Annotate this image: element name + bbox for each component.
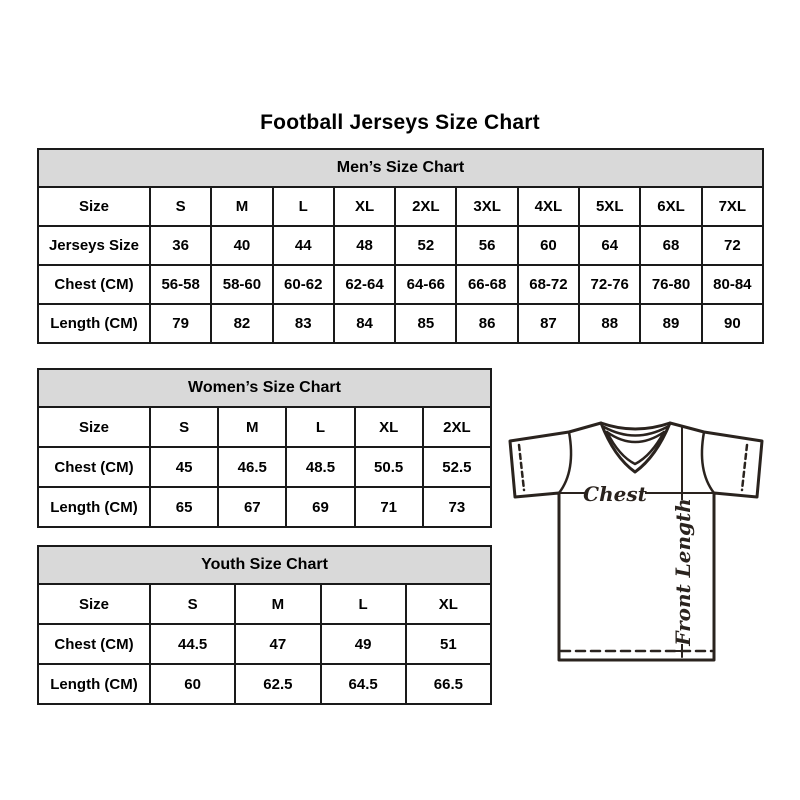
value-cell: 64-66	[395, 265, 456, 304]
value-cell: 60	[150, 664, 235, 704]
value-cell: M	[218, 407, 286, 447]
mens-size-table	[37, 148, 764, 344]
value-cell: 68	[640, 226, 701, 265]
value-cell: XL	[334, 187, 395, 226]
jersey-right-cuff-stitch	[742, 445, 747, 490]
value-cell: 66.5	[406, 664, 491, 704]
value-cell: 72-76	[579, 265, 640, 304]
front-length-label-group	[671, 498, 695, 647]
value-cell: 51	[406, 624, 491, 664]
table-row	[38, 584, 491, 624]
womens-size-table	[37, 368, 492, 528]
jersey-right-armhole-seam	[702, 432, 714, 493]
row-header-cell: Size	[38, 187, 150, 226]
value-cell: 48	[334, 226, 395, 265]
value-cell: 56-58	[150, 265, 211, 304]
jersey-outline	[510, 423, 762, 660]
value-cell: 52.5	[423, 447, 491, 487]
value-cell: 64	[579, 226, 640, 265]
value-cell: 87	[518, 304, 579, 343]
value-cell: 45	[150, 447, 218, 487]
jersey-diagram	[498, 414, 768, 668]
value-cell: 62.5	[235, 664, 320, 704]
value-cell: 89	[640, 304, 701, 343]
value-cell: L	[321, 584, 406, 624]
table-row	[38, 407, 491, 447]
value-cell: 86	[456, 304, 517, 343]
value-cell: 68-72	[518, 265, 579, 304]
womens-table-title: Women’s Size Chart	[37, 368, 492, 408]
youth-table-grid	[37, 583, 492, 705]
front-length-label: Front Length	[671, 498, 695, 646]
value-cell: 67	[218, 487, 286, 527]
value-cell: 79	[150, 304, 211, 343]
table-row	[38, 265, 763, 304]
row-header-cell: Chest (CM)	[38, 447, 150, 487]
value-cell: 2XL	[423, 407, 491, 447]
value-cell: 3XL	[456, 187, 517, 226]
womens-table-grid	[37, 406, 492, 528]
table-row	[38, 624, 491, 664]
value-cell: 69	[286, 487, 354, 527]
row-header-cell: Length (CM)	[38, 304, 150, 343]
value-cell: 64.5	[321, 664, 406, 704]
value-cell: 83	[273, 304, 334, 343]
row-header-cell: Jerseys Size	[38, 226, 150, 265]
value-cell: 44.5	[150, 624, 235, 664]
value-cell: XL	[406, 584, 491, 624]
page-title: Football Jerseys Size Chart	[260, 111, 540, 135]
value-cell: 73	[423, 487, 491, 527]
row-header-cell: Length (CM)	[38, 487, 150, 527]
jersey-collar-band-arc	[607, 432, 664, 442]
value-cell: 80-84	[702, 265, 763, 304]
value-cell: 76-80	[640, 265, 701, 304]
value-cell: XL	[355, 407, 423, 447]
value-cell: 72	[702, 226, 763, 265]
value-cell: 44	[273, 226, 334, 265]
value-cell: 4XL	[518, 187, 579, 226]
jersey-left-cuff-stitch	[519, 445, 524, 490]
value-cell: M	[211, 187, 272, 226]
row-header-cell: Chest (CM)	[38, 624, 150, 664]
value-cell: 66-68	[456, 265, 517, 304]
value-cell: 48.5	[286, 447, 354, 487]
value-cell: 84	[334, 304, 395, 343]
value-cell: 85	[395, 304, 456, 343]
table-row	[38, 447, 491, 487]
mens-table-grid	[37, 186, 764, 344]
jersey-left-armhole-seam	[559, 432, 571, 493]
value-cell: 58-60	[211, 265, 272, 304]
value-cell: 62-64	[334, 265, 395, 304]
value-cell: 52	[395, 226, 456, 265]
value-cell: 90	[702, 304, 763, 343]
chest-label: Chest	[583, 482, 647, 506]
mens-table-title: Men’s Size Chart	[37, 148, 764, 188]
table-row	[38, 226, 763, 265]
youth-size-table	[37, 545, 492, 705]
value-cell: 50.5	[355, 447, 423, 487]
value-cell: 88	[579, 304, 640, 343]
value-cell: 6XL	[640, 187, 701, 226]
value-cell: 82	[211, 304, 272, 343]
value-cell: M	[235, 584, 320, 624]
value-cell: 49	[321, 624, 406, 664]
value-cell: 46.5	[218, 447, 286, 487]
value-cell: 7XL	[702, 187, 763, 226]
value-cell: 60-62	[273, 265, 334, 304]
value-cell: L	[286, 407, 354, 447]
row-header-cell: Size	[38, 407, 150, 447]
row-header-cell: Length (CM)	[38, 664, 150, 704]
table-row	[38, 487, 491, 527]
value-cell: 71	[355, 487, 423, 527]
youth-table-title: Youth Size Chart	[37, 545, 492, 585]
value-cell: L	[273, 187, 334, 226]
table-row	[38, 187, 763, 226]
value-cell: 36	[150, 226, 211, 265]
value-cell: 2XL	[395, 187, 456, 226]
table-row	[38, 664, 491, 704]
value-cell: 56	[456, 226, 517, 265]
row-header-cell: Size	[38, 584, 150, 624]
value-cell: 65	[150, 487, 218, 527]
value-cell: S	[150, 407, 218, 447]
row-header-cell: Chest (CM)	[38, 265, 150, 304]
value-cell: 40	[211, 226, 272, 265]
value-cell: S	[150, 187, 211, 226]
value-cell: 5XL	[579, 187, 640, 226]
value-cell: S	[150, 584, 235, 624]
value-cell: 60	[518, 226, 579, 265]
table-row	[38, 304, 763, 343]
value-cell: 47	[235, 624, 320, 664]
